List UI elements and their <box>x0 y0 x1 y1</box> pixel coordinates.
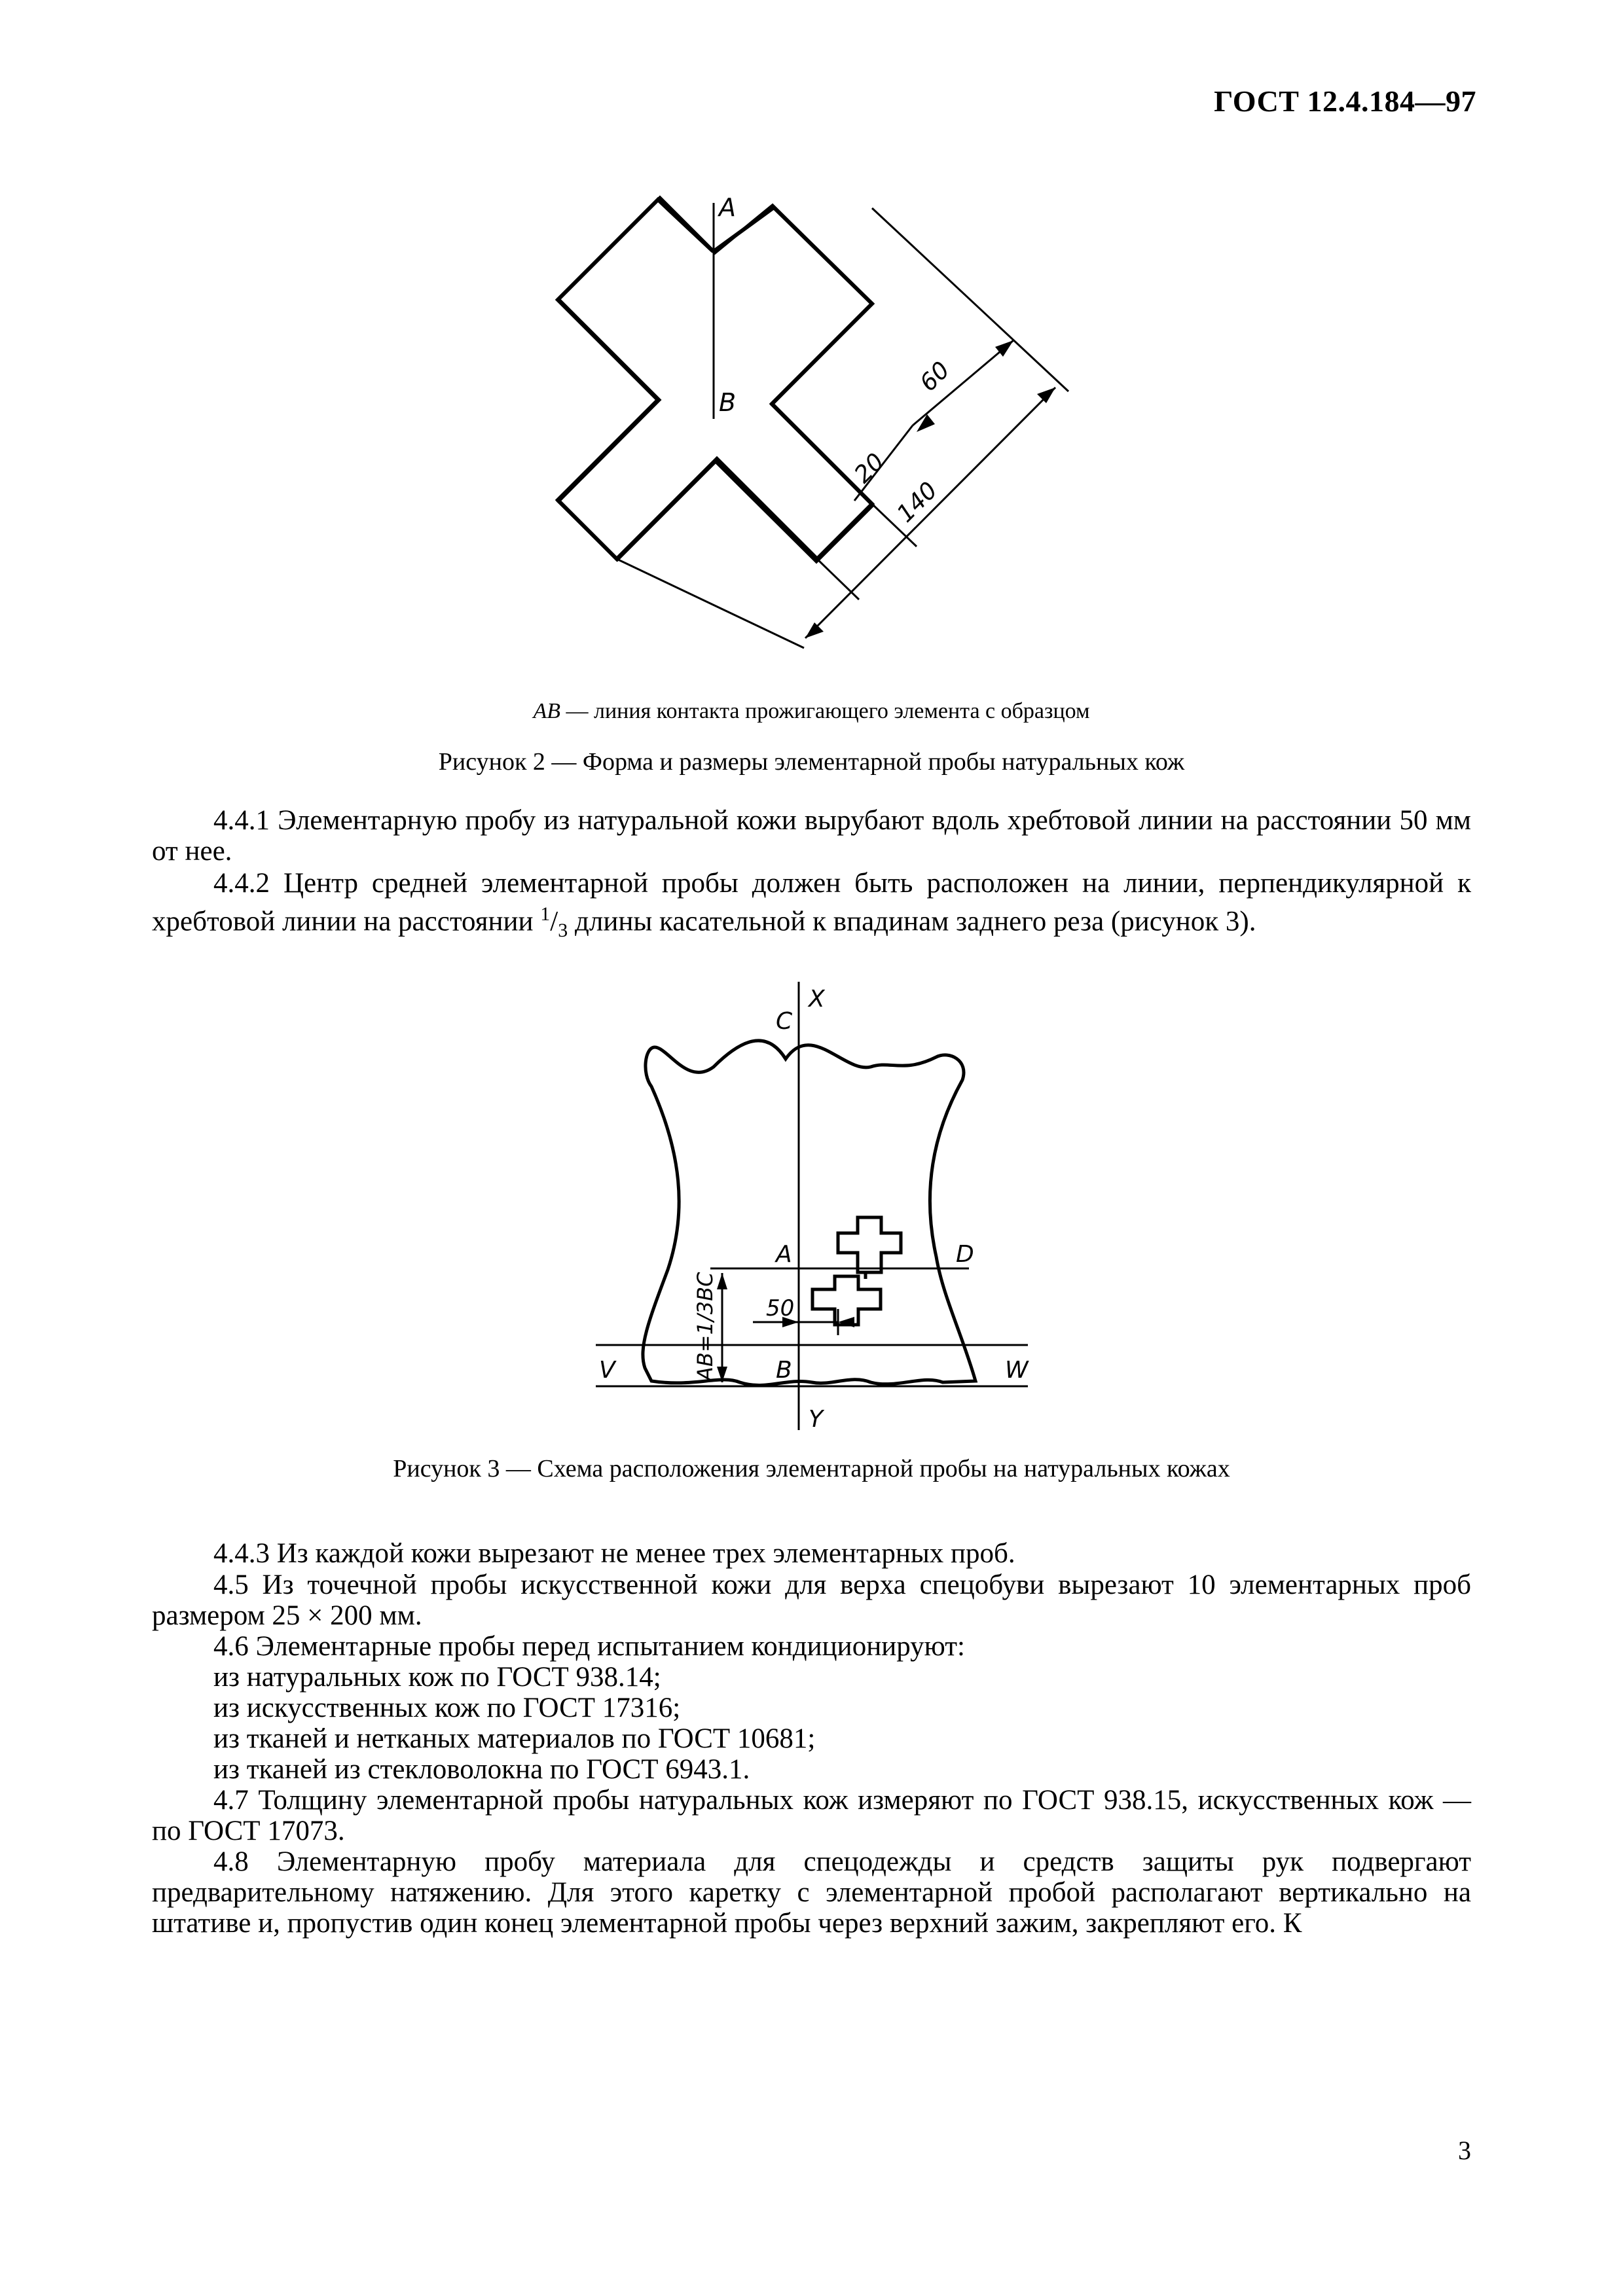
figure-2-legend-term: AB <box>533 699 561 723</box>
figure-2-dim-60-label: 60 <box>915 356 955 397</box>
paragraph-4-4-2-text-before: 4.4.2 Центр средней элементарной пробы должен быть расположен на линии, перпендикулярной к хребтовой линии на расстоянии <box>152 868 1471 937</box>
figure-2-ext-line-4 <box>617 559 804 648</box>
paragraph-4-5 <box>152 1570 1471 1631</box>
figure-3-label-c: C <box>776 1008 793 1035</box>
figure-3-label-y: Y <box>809 1406 823 1433</box>
fraction-numerator: 1 <box>540 903 551 925</box>
page-number: 3 <box>1458 2136 1471 2165</box>
paragraph-4-4-1 <box>152 805 1471 867</box>
figure-3-label-x: X <box>809 986 825 1013</box>
figure-2-ext-line-1 <box>872 208 1068 391</box>
figure-2-arrow-140b <box>805 622 824 638</box>
figure-3-label-d: D <box>956 1241 974 1268</box>
paragraph-4-4-2-text-after: длины касательной к впадинам заднего реза (рисунок 3). <box>568 906 1256 937</box>
figure-2-dim-20-label: 20 <box>849 448 890 489</box>
figure-3-drawing <box>0 969 1623 1453</box>
paragraph-4-7-text: 4.7 Толщину элементарной пробы натуральных кож измеряют по ГОСТ 938.15, искусственных кож — по ГОСТ 17073. <box>152 1785 1471 1846</box>
figure-2-arrow-140a <box>1037 387 1055 403</box>
figure-3-sample-upper <box>838 1217 901 1272</box>
document-code-header: ГОСТ 12.4.184—97 <box>1214 84 1476 118</box>
list-item: из тканей и нетканых материалов по ГОСТ 10681; <box>213 1723 816 1754</box>
list-item: из натуральных кож по ГОСТ 938.14; <box>213 1662 661 1693</box>
figure-2-caption: Рисунок 2 — Форма и размеры элементарной пробы натуральных кож <box>438 748 1185 776</box>
fraction-denominator: 3 <box>558 919 568 941</box>
paragraph-4-4-1-text: 4.4.1 Элементарную пробу из натуральной кожи вырубают вдоль хребтовой линии на расстоянии 50 мм от нее. <box>152 805 1471 867</box>
figure-2-dim-140-label: 140 <box>892 476 943 528</box>
figure-2-label-a: A <box>719 193 736 222</box>
figure-3-label-b: B <box>776 1357 792 1384</box>
figure-2-ext-line-3 <box>817 559 859 600</box>
figure-3-dim-ab-label: AB=1/3BC <box>693 1272 718 1381</box>
list-item: из искусственных кож по ГОСТ 17316; <box>213 1693 681 1723</box>
paragraph-4-4-2: 4.4.2 Центр средней элементарной пробы должен быть расположен на линии, перпендикулярной к хребтовой линии на расстоянии $^1/_3$ длины касательной к впадинам заднего реза (рисунок 3). <box>152 868 1471 941</box>
figure-3-dim-50-label: 50 <box>766 1295 795 1321</box>
figure-2-label-b: B <box>719 388 737 417</box>
paragraph-4-6-text: 4.6 Элементарные пробы перед испытанием кондиционируют: <box>213 1631 965 1662</box>
figure-3-label-w: W <box>1005 1357 1029 1384</box>
figure-2-legend <box>0 699 1623 724</box>
figure-3-arrow-ab-top <box>717 1273 727 1289</box>
paragraph-4-4-3-text: 4.4.3 Из каждой кожи вырезают не менее трех элементарных проб. <box>213 1538 1015 1569</box>
figure-2-sample-outline-detail <box>558 198 873 562</box>
paragraph-4-7 <box>152 1785 1471 1846</box>
paragraph-4-8 <box>152 1846 1471 1939</box>
figure-3-caption: Рисунок 3 — Схема расположения элементарной пробы на натуральных кожах <box>393 1455 1230 1482</box>
figure-2-drawing <box>0 131 1623 668</box>
paragraph-4-5-text: 4.5 Из точечной пробы искусственной кожи для верха спецобуви вырезают 10 элементарных проб размером 25 × 200 мм. <box>152 1570 1471 1631</box>
figure-3-label-a: A <box>776 1241 792 1268</box>
figure-2-legend-text: — линия контакта прожигающего элемента с образцом <box>560 699 1090 723</box>
figure-3-sample-lower <box>812 1276 881 1325</box>
figure-2-arrow-60b <box>917 414 935 432</box>
list-item: из тканей из стекловолокна по ГОСТ 6943.1. <box>213 1754 750 1785</box>
paragraph-4-8-text: 4.8 Элементарную пробу материала для спецодежды и средств защиты рук подвергают предварительному натяжению. Для этого каретку с элементарной пробой располагают вертикально на штативе и, пропустив один конец элементарной пробы через верхний зажим, закрепляют его. К <box>152 1846 1471 1939</box>
paragraph-4-4-3 <box>152 1538 1471 1569</box>
paragraph-4-6 <box>152 1631 1471 1662</box>
figure-3-label-v: V <box>599 1357 615 1384</box>
